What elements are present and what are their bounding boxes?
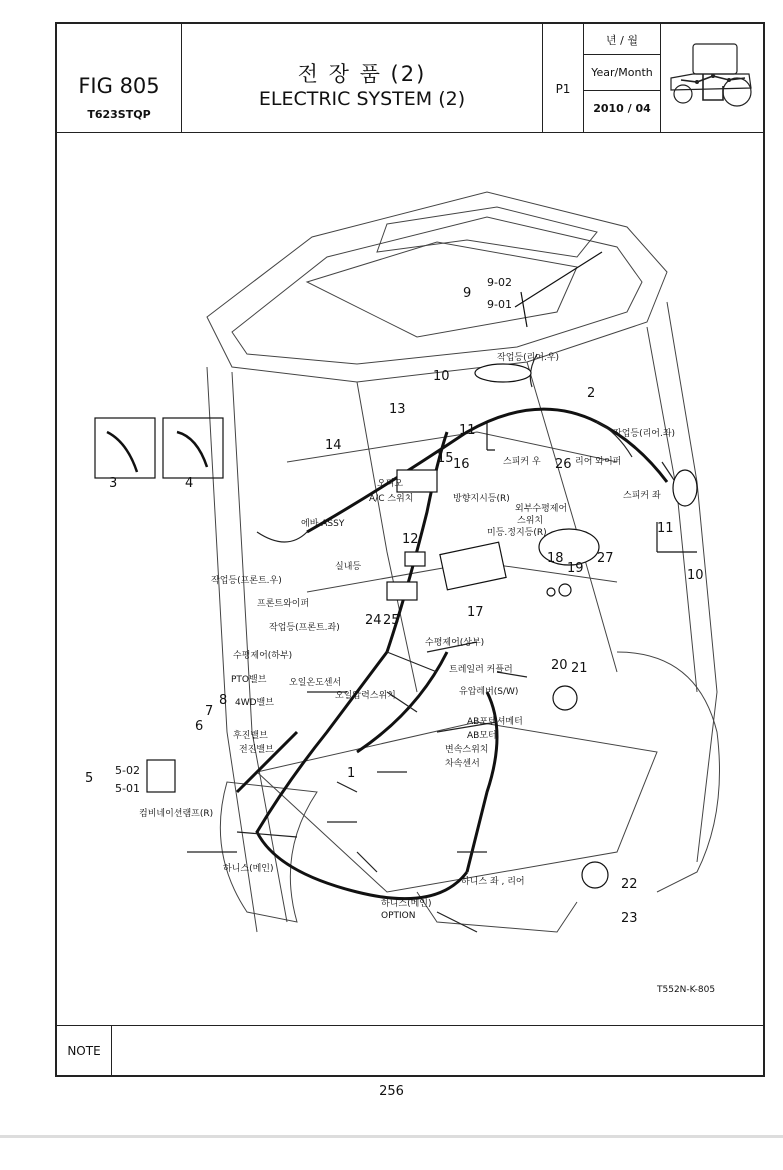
part-label: A/C 스위치 (369, 494, 414, 504)
part-label: 스피커 우 (503, 457, 541, 467)
part-label: 스위치 (517, 516, 544, 526)
callout-number: 25 (383, 613, 400, 628)
part-label: AB포텐셔메터 (467, 717, 523, 727)
callout-number: 18 (547, 551, 564, 566)
part-label: 트레일러 커플러 (449, 665, 513, 675)
page-number: 256 (379, 1084, 404, 1099)
callout-number: 22 (621, 877, 638, 892)
part-label: 전진밸브 (239, 745, 274, 755)
callout-number: 10 (687, 568, 704, 583)
callout-number: 6 (195, 719, 204, 734)
callout-number: 9-01 (487, 298, 512, 311)
fig-number: FIG 805 (78, 74, 160, 98)
part-label: 수평제어(상부) (425, 638, 485, 648)
callout-number: 7 (205, 704, 214, 719)
antenna-9 (515, 252, 602, 307)
callout-number: 19 (567, 561, 584, 576)
part-label: 컴비네이션램프(R) (139, 809, 214, 819)
page-code-cell (543, 24, 584, 132)
part-label: 실내등 (335, 562, 362, 572)
callout-number: 5 (85, 771, 94, 786)
title-korean: 전 장 품 (2) (297, 62, 427, 86)
potentiometer-20 (553, 686, 577, 710)
callout-number: 24 (365, 613, 382, 628)
callout-number: 27 (597, 551, 614, 566)
part-label: 작업등(프론트.우) (211, 576, 282, 586)
callout-number: 1 (347, 766, 356, 781)
part-label: 차속센서 (445, 759, 480, 769)
part-label: 변속스위치 (445, 745, 489, 755)
exploded-wiring-diagram (57, 132, 763, 1025)
harness-1-main (257, 652, 467, 899)
detail-box-4 (163, 418, 223, 478)
part-label: 에바 ASSY (301, 519, 345, 529)
callout-number: 5-01 (115, 782, 140, 795)
part-label: 오일압력스위치 (335, 691, 396, 701)
combination-lamp-5 (147, 760, 175, 792)
part-label: 후진밸브 (233, 731, 268, 741)
callout-number: 14 (325, 438, 342, 453)
callout-number: 26 (555, 457, 572, 472)
title-block (57, 24, 763, 133)
callout-number: 16 (453, 457, 470, 472)
grommet-19 (559, 584, 571, 596)
part-label: 유압레버(S/W) (459, 687, 519, 697)
part-label: 리어 와이퍼 (575, 457, 622, 467)
front-work-lamp-10 (475, 364, 531, 382)
controller-box-17 (440, 542, 506, 590)
horn-22 (582, 862, 608, 888)
note-label: NOTE (57, 1026, 112, 1076)
drawing-code: T552N-K-805 (657, 985, 716, 995)
part-label: 작업등(리어.좌) (613, 429, 676, 439)
switch-24-25 (387, 582, 417, 600)
part-label: 프론트와이퍼 (257, 599, 310, 609)
page-frame (55, 22, 765, 1077)
part-label: AB모터 (467, 731, 497, 741)
title-english: ELECTRIC SYSTEM (2) (258, 88, 466, 110)
part-label: 하니스(메인) (223, 864, 274, 874)
part-label: 작업등(프론트.좌) (269, 623, 340, 633)
part-label: 오일온도센서 (289, 678, 342, 688)
callout-number: 5-02 (115, 764, 140, 777)
tractor-thumbnail-icon (663, 30, 759, 126)
part-label: 방향지시등(R) (453, 494, 510, 504)
callout-number: 13 (389, 402, 406, 417)
divider (584, 90, 660, 91)
divider (584, 54, 660, 55)
callout-number: 9-02 (487, 276, 512, 289)
year-month-label-en: Year/Month (591, 66, 653, 79)
note-row (57, 1025, 763, 1076)
callout-number: 9 (463, 286, 472, 301)
callout-number: 2 (587, 386, 596, 401)
callout-number: 3 (109, 476, 118, 491)
part-label: 외부수평제어 (515, 504, 568, 514)
cab-pillar-front-left (207, 367, 257, 932)
part-label: 스피커 좌 (623, 491, 661, 501)
year-month-label-ko: 년 / 월 (606, 34, 638, 47)
part-label: PTO밸브 (231, 675, 267, 685)
part-label: 하니스(메인) (381, 899, 432, 909)
model-code: T623STQP (87, 108, 151, 121)
callout-number: 8 (219, 693, 228, 708)
callout-number: 23 (621, 911, 638, 926)
cab-roof-outline (207, 192, 667, 382)
rear-work-lamp-10 (673, 470, 697, 506)
page-code: P1 (555, 82, 571, 96)
part-label: 수평제어(하부) (233, 651, 293, 661)
callout-number: 10 (433, 369, 450, 384)
callout-number: 21 (571, 661, 588, 676)
callout-number: 15 (437, 451, 454, 466)
lamp-12 (405, 552, 425, 566)
part-label: 하니스 좌 , 리어 (461, 877, 525, 887)
callout-number: 17 (467, 605, 484, 620)
scan-edge (0, 1135, 783, 1138)
year-month-value: 2010 / 04 (593, 102, 651, 115)
part-label: OPTION (381, 911, 416, 921)
part-label: 4WD밸브 (235, 698, 274, 708)
callout-number: 11 (459, 423, 476, 438)
callout-number: 4 (185, 476, 194, 491)
part-label: 미등.정지등(R) (487, 528, 547, 538)
part-label: 오디오 (377, 479, 404, 489)
callout-number: 12 (402, 532, 419, 547)
callout-number: 11 (657, 521, 674, 536)
part-label: 작업등(리어.우) (497, 353, 560, 363)
callout-number: 20 (551, 658, 568, 673)
